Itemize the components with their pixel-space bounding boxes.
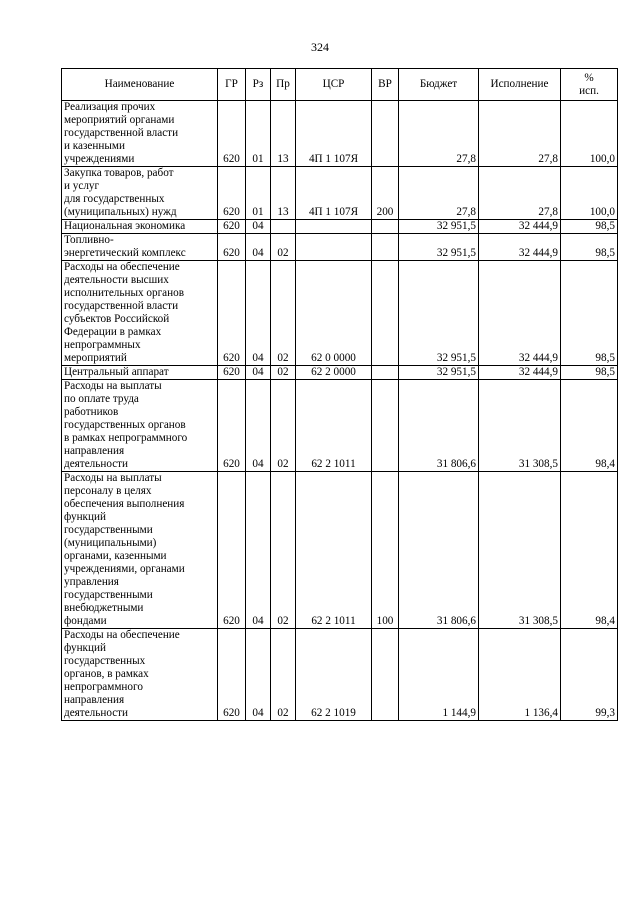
cell-pr: 02 [271, 472, 296, 629]
cell-rz: 04 [246, 472, 271, 629]
cell-gr: 620 [218, 629, 246, 721]
cell-budget: 31 806,6 [399, 472, 479, 629]
cell-vr [372, 234, 399, 261]
table-row [62, 234, 618, 261]
cell-csr: 4П 1 107Я [296, 167, 372, 220]
cell-csr: 4П 1 107Я [296, 101, 372, 167]
cell-name [62, 261, 218, 366]
cell-csr [296, 234, 372, 261]
cell-pr: 13 [271, 167, 296, 220]
cell-vr [372, 380, 399, 472]
cell-budget: 32 951,5 [399, 366, 479, 380]
cell-pr: 02 [271, 380, 296, 472]
cell-name [62, 380, 218, 472]
row-name-text: Центральный аппарат [64, 366, 169, 378]
cell-budget: 1 144,9 [399, 629, 479, 721]
cell-rz: 04 [246, 380, 271, 472]
row-name-text: Закупка товаров, работ и услуг для государственных (муниципальных) нужд [64, 167, 177, 218]
table-row [62, 101, 618, 167]
cell-vr: 200 [372, 167, 399, 220]
cell-execution: 1 136,4 [479, 629, 561, 721]
cell-gr: 620 [218, 234, 246, 261]
cell-name [62, 472, 218, 629]
cell-gr: 620 [218, 366, 246, 380]
cell-rz: 01 [246, 167, 271, 220]
cell-csr [296, 220, 372, 234]
cell-name [62, 629, 218, 721]
cell-execution: 31 308,5 [479, 380, 561, 472]
cell-execution: 32 444,9 [479, 220, 561, 234]
cell-execution: 32 444,9 [479, 234, 561, 261]
cell-percent: 98,5 [561, 234, 618, 261]
page-number: 324 [311, 40, 329, 54]
cell-percent: 98,4 [561, 380, 618, 472]
cell-pr: 02 [271, 261, 296, 366]
header-name: Наименование [62, 69, 218, 101]
cell-gr: 620 [218, 380, 246, 472]
cell-budget: 32 951,5 [399, 234, 479, 261]
cell-rz: 04 [246, 629, 271, 721]
cell-budget: 32 951,5 [399, 261, 479, 366]
row-name-text: Расходы на обеспечение деятельности высших исполнительных органов государственной власти субъектов Российской Федерации в рамках непрограммных мероприятий [64, 261, 184, 364]
cell-gr: 620 [218, 261, 246, 366]
table-row [62, 261, 618, 366]
cell-execution: 32 444,9 [479, 261, 561, 366]
table-row [62, 220, 618, 234]
cell-percent: 98,4 [561, 472, 618, 629]
cell-percent: 98,5 [561, 220, 618, 234]
header-percent: % исп. [561, 69, 618, 101]
cell-rz: 01 [246, 101, 271, 167]
cell-gr: 620 [218, 220, 246, 234]
row-name-text: Топливно- энергетический комплекс [64, 234, 186, 259]
header-csr: ЦСР [296, 69, 372, 101]
cell-gr: 620 [218, 101, 246, 167]
cell-percent: 98,5 [561, 261, 618, 366]
table-row [62, 472, 618, 629]
cell-execution: 27,8 [479, 101, 561, 167]
cell-rz: 04 [246, 261, 271, 366]
cell-name [62, 234, 218, 261]
cell-vr [372, 629, 399, 721]
cell-execution: 27,8 [479, 167, 561, 220]
row-name-text: Расходы на выплаты по оплате труда работников государственных органов в рамках непрограммного направления деятельности [64, 380, 188, 470]
cell-execution: 32 444,9 [479, 366, 561, 380]
cell-csr: 62 2 0000 [296, 366, 372, 380]
cell-pr: 13 [271, 101, 296, 167]
cell-pr: 02 [271, 366, 296, 380]
cell-vr [372, 261, 399, 366]
cell-csr: 62 0 0000 [296, 261, 372, 366]
budget-table [61, 68, 618, 721]
table-body [62, 101, 618, 721]
row-name-text: Расходы на выплаты персоналу в целях обеспечения выполнения функций государственными (муниципальными) органами, казенными учреждениями, органами управления государственными внебюджетными фондами [64, 472, 185, 627]
cell-budget: 31 806,6 [399, 380, 479, 472]
cell-rz: 04 [246, 366, 271, 380]
cell-pr: 02 [271, 234, 296, 261]
cell-gr: 620 [218, 167, 246, 220]
cell-gr: 620 [218, 472, 246, 629]
header-execution: Исполнение [479, 69, 561, 101]
header-gr: ГР [218, 69, 246, 101]
cell-percent: 100,0 [561, 167, 618, 220]
cell-name [62, 167, 218, 220]
cell-csr: 62 2 1019 [296, 629, 372, 721]
cell-name [62, 366, 218, 380]
row-name-text: Реализация прочих мероприятий органами государственной власти и казенными учреждениями [64, 101, 179, 165]
cell-vr: 100 [372, 472, 399, 629]
cell-csr: 62 2 1011 [296, 380, 372, 472]
cell-pr: 02 [271, 629, 296, 721]
cell-vr [372, 220, 399, 234]
cell-budget: 27,8 [399, 101, 479, 167]
cell-percent: 99,3 [561, 629, 618, 721]
cell-name [62, 220, 218, 234]
table-row [62, 167, 618, 220]
cell-vr [372, 366, 399, 380]
row-name-text: Национальная экономика [64, 220, 186, 232]
cell-percent: 100,0 [561, 101, 618, 167]
table-row [62, 366, 618, 380]
row-name-text: Расходы на обеспечение функций государственных органов, в рамках непрограммного направления деятельности [64, 629, 180, 719]
table-row [62, 380, 618, 472]
cell-name [62, 101, 218, 167]
cell-csr: 62 2 1011 [296, 472, 372, 629]
table-header-row [62, 69, 618, 101]
cell-rz: 04 [246, 220, 271, 234]
header-rz: Рз [246, 69, 271, 101]
header-budget: Бюджет [399, 69, 479, 101]
cell-execution: 31 308,5 [479, 472, 561, 629]
table-row [62, 629, 618, 721]
cell-pr [271, 220, 296, 234]
cell-rz: 04 [246, 234, 271, 261]
header-vr: ВР [372, 69, 399, 101]
cell-percent: 98,5 [561, 366, 618, 380]
cell-vr [372, 101, 399, 167]
header-pr: Пр [271, 69, 296, 101]
cell-budget: 27,8 [399, 167, 479, 220]
cell-budget: 32 951,5 [399, 220, 479, 234]
